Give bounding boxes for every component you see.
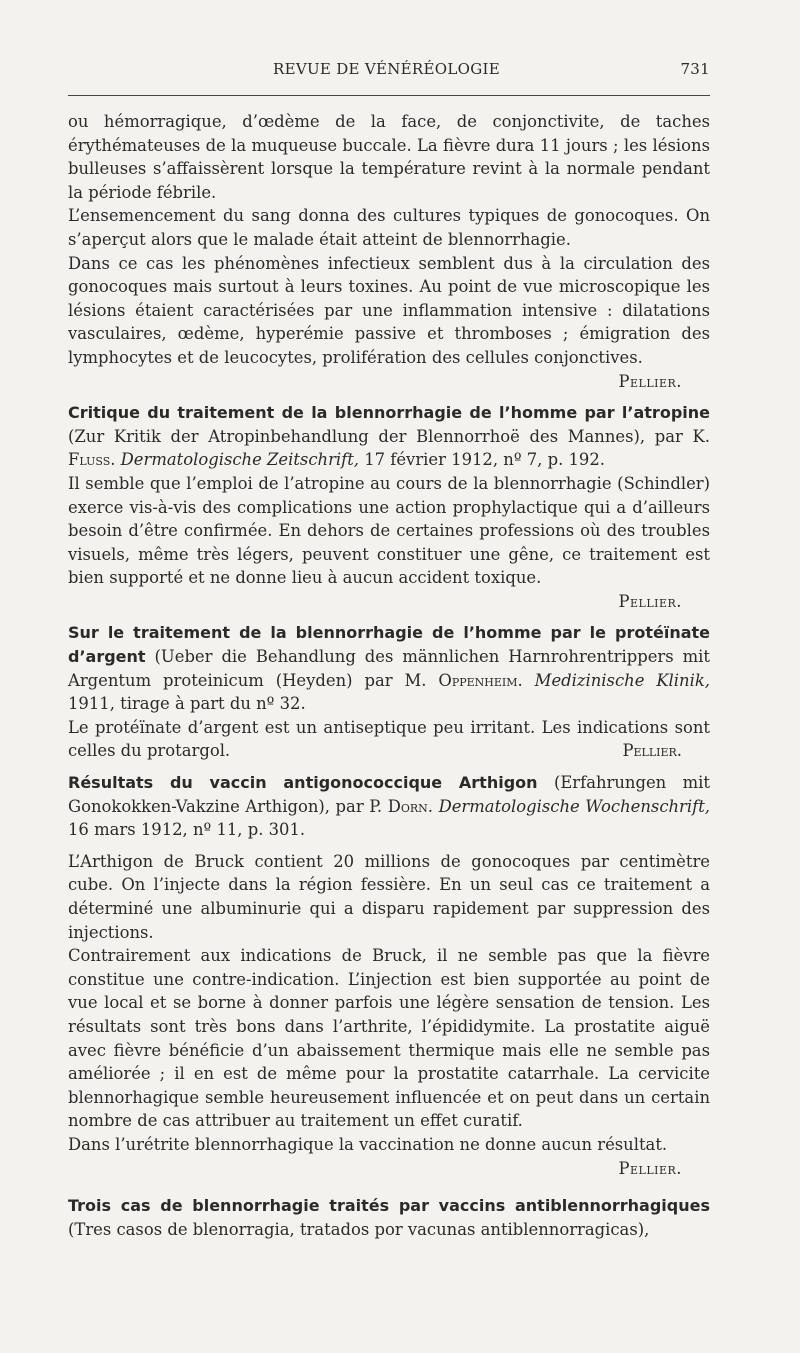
article-title: Sur le traitement de la blennorrhagie de l’homme par le protéïnate d’argent (68, 623, 710, 667)
article-reference: Trois cas de blennorrhagie traités par vaccins antiblennorrhagiques (Tres casos de blenorragia, tratados por vacunas antiblennorragicas), (68, 1196, 710, 1239)
signature: Pellier. (618, 591, 682, 611)
article-critique-atropine (68, 401, 710, 613)
journal-name: Dermatologische Zeitschrift, (120, 450, 360, 470)
signature: Pellier. (618, 1158, 682, 1178)
article-arthigon (68, 771, 710, 1180)
paragraph: L’Arthigon de Bruck contient 20 millions de gonocoques par centimètre cube. On l’injecte dans la région fessière. En un seul cas ce traitement a déterminé une albuminurie qui a disparu rapidement par suppression des injections. (68, 851, 710, 942)
page-number: 731 (680, 60, 710, 78)
article-trois-cas (68, 1194, 710, 1241)
paragraph: ou hémorragique, d’œdème de la face, de conjonctivite, de taches érythémateuses de la muqueuse buccale. La fièvre dura 11 jours ; les lésions bulleuses s’affaissèrent lorsque la température revint à la normale pendant la période fébrile. (68, 112, 710, 202)
paragraph: Le protéïnate d’argent est un antiseptique peu irritant. Les indications sont celles du protargol. Pellier. (68, 716, 710, 763)
paragraph: Dans l’urétrite blennorrhagique la vaccination ne donne aucun résultat. (68, 1134, 668, 1154)
article-title: Critique du traitement de la blennorrhagie de l’homme par l’atropine (68, 403, 710, 423)
author: Oppenheim. (438, 670, 523, 690)
author: Dorn. (387, 796, 434, 816)
article-reference: Critique du traitement de la blennorrhagie de l’homme par l’atropine (Zur Kritik der Atropinbehandlung der Blennorrhoë des Mannes), par K. Fluss. Dermatologische Zeitschrift, 17 février 1912, nº 7, p. 192. (68, 403, 710, 470)
signature: Pellier. (622, 741, 682, 761)
paragraph: Contrairement aux indications de Bruck, il ne semble pas que la fièvre constitue une contre-indication. L’injection est bien supportée au point de vue local et se borne à donner parfois une légère sensation de tension. Les résultats sont très bons dans l’arthrite, l’épididymite. La prostatite aiguë avec fièvre bénéficie d’un abaissement thermique mais elle ne semble pas améliorée ; il en est de même pour la prostatite catarrhale. La cervicite blennorhagique semble heureusement influencée et on peut dans un certain nombre de cas attribuer au traitement un effet curatif. (68, 946, 710, 1131)
paragraph: Dans ce cas les phénomènes infectieux semblent dus à la circulation des gonocoques mais surtout à leurs toxines. Au point de vue microscopique les lésions étaient caractérisées par une inflammation intensive : dilatations vasculaires, œdème, hyperémie passive et thromboses ; émigration des lymphocytes et de leucocytes, prolifération des cellules conjonctives. (68, 253, 710, 367)
article-reference: Sur le traitement de la blennorrhagie de l’homme par le protéïnate d’argent (Ueber die Behandlung des männlichen Harnrohrentrippers mit Argentum proteinicum (Heyden) par M. Oppenheim. Medizinische Klinik, 1911, tirage à part du nº 32. (68, 623, 710, 714)
article-title: Trois cas de blennorrhagie traités par vaccins antiblennorrhagiques (68, 1196, 710, 1216)
paragraph: Il semble que l’emploi de l’atropine au cours de la blennorrhagie (Schindler) exerce vis-à-vis des complications une action prophylactique qui a d’ailleurs besoin d’être confirmée. En dehors de certaines professions où des troubles visuels, même très légers, peuvent constituer une gêne, ce traitement est bien supporté et ne donne lieu à aucun accident toxique. (68, 473, 710, 588)
author: Fluss. (68, 450, 116, 470)
article-reference: Résultats du vaccin antigonococcique Arthigon (Erfahrungen mit Gonokokken-Vakzine Arthigon), par P. Dorn. Dermatologische Wochenschrift, 16 mars 1912, nº 11, p. 301. (68, 773, 710, 840)
paragraph: L’ensemencement du sang donna des cultures typiques de gonocoques. On s’aperçut alors que le malade était atteint de blennorrhagie. (68, 206, 710, 249)
page-body (68, 110, 710, 1241)
journal-name: Dermatologische Wochenschrift, (438, 796, 710, 816)
running-header (68, 58, 710, 82)
journal-name: Medizinische Klinik, (534, 670, 710, 690)
header-rule (68, 95, 710, 96)
journal-title: REVUE DE VÉNÉRÉOLOGIE (273, 60, 500, 78)
article-proteinate-argent (68, 621, 710, 763)
signature: Pellier. (618, 371, 682, 391)
article-title: Résultats du vaccin antigonococcique Arthigon (68, 773, 538, 793)
